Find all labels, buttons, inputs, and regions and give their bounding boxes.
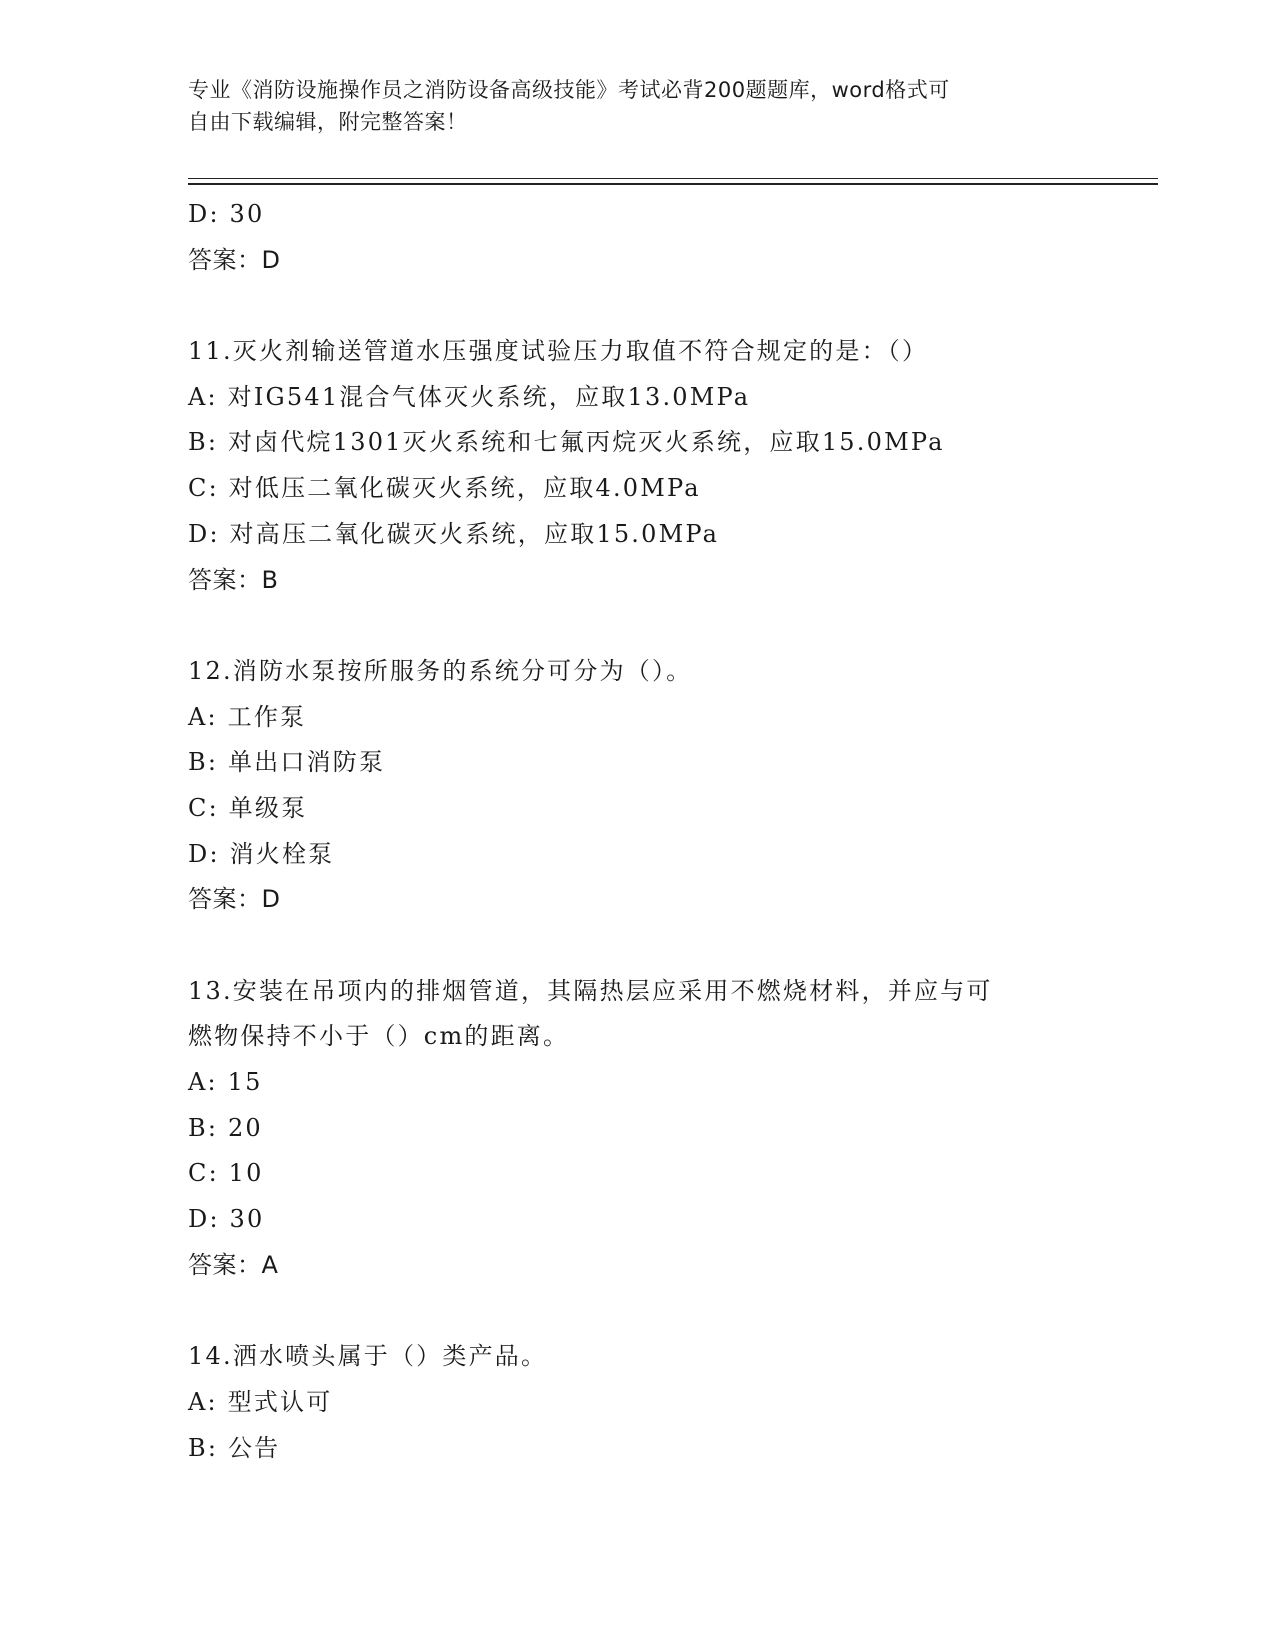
question-text: 13.安装在吊项内的排烟管道，其隔热层应采用不燃烧材料，并应与可 xyxy=(188,976,993,1005)
spacer xyxy=(188,283,1088,329)
question-text: 12.消防水泵按所服务的系统分可分为（）。 xyxy=(188,656,693,685)
header-divider-thin xyxy=(188,178,1158,179)
option-line: B: 对卤代烷1301灭火系统和七氟丙烷灭火系统，应取15.0MPa xyxy=(188,428,945,457)
option-line: A: 对IG541混合气体灭火系统，应取13.0MPa xyxy=(188,382,751,411)
answer-line: 答案：A xyxy=(188,1250,279,1279)
option-line: A: 型式认可 xyxy=(188,1387,333,1416)
spacer xyxy=(188,603,1088,649)
option-line: B: 单出口消防泵 xyxy=(188,748,386,777)
answer-line: 答案：D xyxy=(188,245,281,274)
question-text: 燃物保持不小于（）cm的距离。 xyxy=(188,1022,570,1051)
header-title-line-1: 专业《消防设施操作员之消防设备高级技能》考试必背200题题库，word格式可 xyxy=(188,78,950,102)
option-line: A: 工作泵 xyxy=(188,702,307,731)
document-header xyxy=(188,74,1088,138)
option-line: C: 对低压二氧化碳灭火系统，应取4.0MPa xyxy=(188,474,701,503)
option-line: C: 10 xyxy=(188,1159,264,1188)
header-title-line-2: 自由下载编辑，附完整答案！ xyxy=(188,110,468,134)
option-line: C: 单级泵 xyxy=(188,793,308,822)
spacer xyxy=(188,1289,1088,1335)
answer-line: 答案：D xyxy=(188,885,281,914)
spacer xyxy=(188,923,1088,969)
question-list xyxy=(188,192,1088,1471)
option-line: B: 20 xyxy=(188,1113,263,1142)
option-line: B: 公告 xyxy=(188,1433,281,1462)
answer-line: 答案：B xyxy=(188,565,279,594)
option-line: D: 对高压二氧化碳灭火系统，应取15.0MPa xyxy=(188,519,720,548)
header-divider-thick xyxy=(188,183,1158,185)
option-line: D: 30 xyxy=(188,200,265,228)
question-text: 11.灭火剂输送管道水压强度试验压力取值不符合规定的是：（） xyxy=(188,337,929,366)
question-text: 14.洒水喷头属于（）类产品。 xyxy=(188,1342,548,1371)
option-line: D: 30 xyxy=(188,1205,265,1234)
option-line: D: 消火栓泵 xyxy=(188,839,335,868)
option-line: A: 15 xyxy=(188,1068,263,1097)
